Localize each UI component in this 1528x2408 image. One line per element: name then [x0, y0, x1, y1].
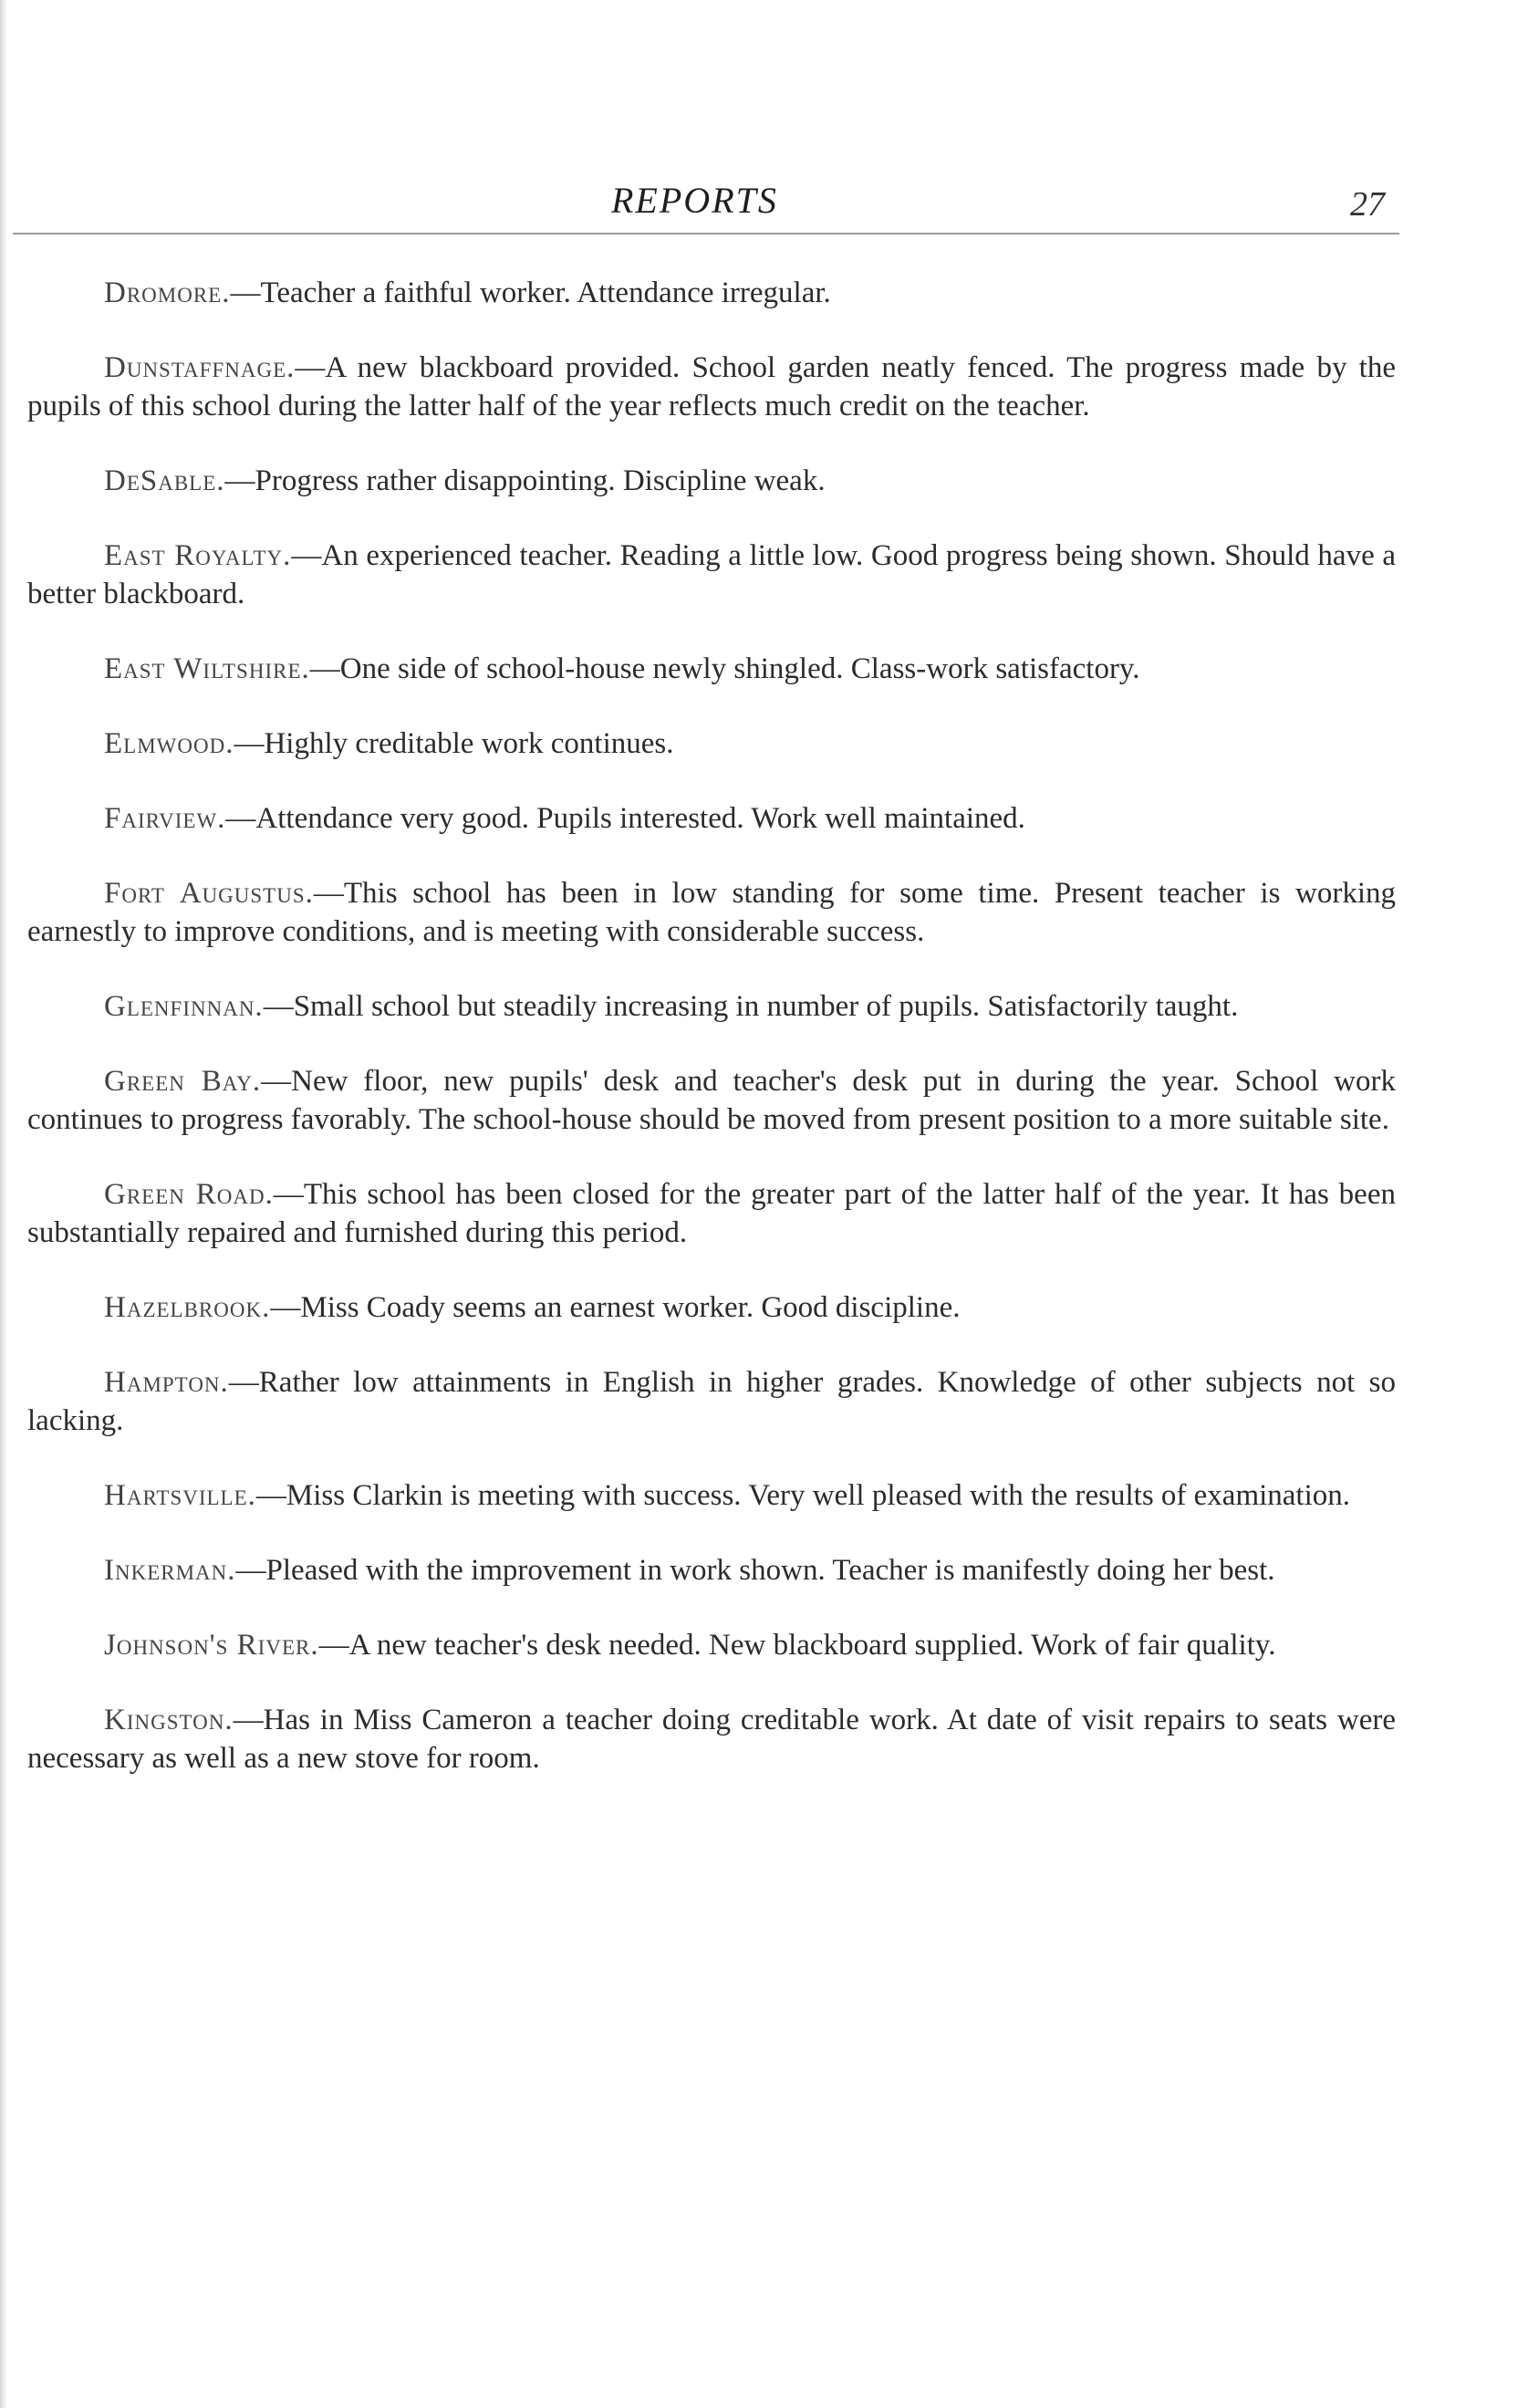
report-entry-dromore	[27, 274, 1396, 312]
report-entry-kingston	[27, 1701, 1396, 1777]
report-text: —New floor, new pupils' desk and teacher's desk put in during the year. School work continues to progress favorably. The school-house should be moved from present position to a more suitable site.	[27, 1065, 1396, 1136]
report-entry-dunstaffnage	[27, 349, 1396, 425]
report-entry-green-road	[27, 1175, 1396, 1252]
report-entry-hampton	[27, 1363, 1396, 1440]
school-name: DeSable.	[104, 464, 225, 497]
report-text: —One side of school-house newly shingled. Class-work satisfactory.	[309, 652, 1140, 685]
report-text: —An experienced teacher. Reading a little low. Good progress being shown. Should have a better blackboard.	[27, 539, 1396, 610]
report-text: —This school has been closed for the greater part of the latter half of the year. It has been substantially repaired and furnished during this period.	[27, 1178, 1396, 1249]
running-title: REPORTS	[611, 180, 778, 221]
report-entry-desable	[27, 462, 1396, 500]
report-entry-fairview	[27, 799, 1396, 838]
school-name: Dunstaffnage.	[104, 351, 296, 384]
report-entry-elmwood	[27, 724, 1396, 763]
report-text: —Has in Miss Cameron a teacher doing creditable work. At date of visit repairs to seats were necessary as well as a new stove for room.	[27, 1704, 1396, 1775]
report-text: —Highly creditable work continues.	[234, 727, 674, 760]
school-name: Glenfinnan.	[104, 990, 264, 1023]
school-name: Hazelbrook.	[104, 1291, 271, 1324]
report-entry-east-wiltshire	[27, 650, 1396, 688]
school-name: Hampton.	[104, 1366, 229, 1399]
report-text: —This school has been in low standing for some time. Present teacher is working earnestly to improve conditions, and is meeting with considerable success.	[27, 877, 1396, 948]
school-name: East Royalty.	[104, 539, 292, 572]
report-text: —A new teacher's desk needed. New blackboard supplied. Work of fair quality.	[318, 1629, 1276, 1662]
report-entry-east-royalty	[27, 537, 1396, 613]
report-text: —Attendance very good. Pupils interested. Work well maintained.	[225, 802, 1025, 835]
school-name: Inkerman.	[104, 1554, 236, 1587]
school-name: Kingston.	[104, 1704, 234, 1736]
report-text: —Miss Clarkin is meeting with success. Very well pleased with the results of examination.	[255, 1479, 1351, 1512]
report-entry-hazelbrook	[27, 1288, 1396, 1327]
report-entry-hartsville	[27, 1476, 1396, 1515]
report-entry-glenfinnan	[27, 987, 1396, 1026]
school-name: Hartsville.	[104, 1479, 256, 1512]
report-entry-johnsons-river	[27, 1626, 1396, 1664]
page-number: 27	[1350, 185, 1385, 224]
page-header	[0, 179, 1528, 234]
report-text: —A new blackboard provided. School garden neatly fenced. The progress made by the pupils of this school during the latter half of the year reflects much credit on the teacher.	[27, 351, 1396, 422]
page-edge	[0, 0, 7, 2408]
report-entry-inkerman	[27, 1551, 1396, 1590]
report-text: —Teacher a faithful worker. Attendance irregular.	[230, 276, 831, 309]
report-entry-green-bay	[27, 1062, 1396, 1139]
school-name: East Wiltshire.	[104, 652, 310, 685]
school-name: Green Road.	[104, 1178, 274, 1211]
school-name: Green Bay.	[104, 1065, 262, 1098]
header-rule	[13, 233, 1399, 235]
report-body	[27, 274, 1396, 1814]
school-name: Fairview.	[104, 802, 226, 835]
report-text: —Progress rather disappointing. Discipline weak.	[224, 464, 826, 497]
report-text: —Pleased with the improvement in work shown. Teacher is manifestly doing her best.	[235, 1554, 1275, 1587]
school-name: Dromore.	[104, 276, 231, 309]
school-name: Johnson's River.	[104, 1629, 319, 1662]
report-entry-fort-augustus	[27, 874, 1396, 951]
school-name: Fort Augustus.	[104, 877, 314, 910]
report-text: —Rather low attainments in English in higher grades. Knowledge of other subjects not so lacking.	[27, 1366, 1396, 1437]
report-text: —Miss Coady seems an earnest worker. Good discipline.	[270, 1291, 961, 1324]
school-name: Elmwood.	[104, 727, 234, 760]
report-text: —Small school but steadily increasing in number of pupils. Satisfactorily taught.	[263, 990, 1239, 1023]
